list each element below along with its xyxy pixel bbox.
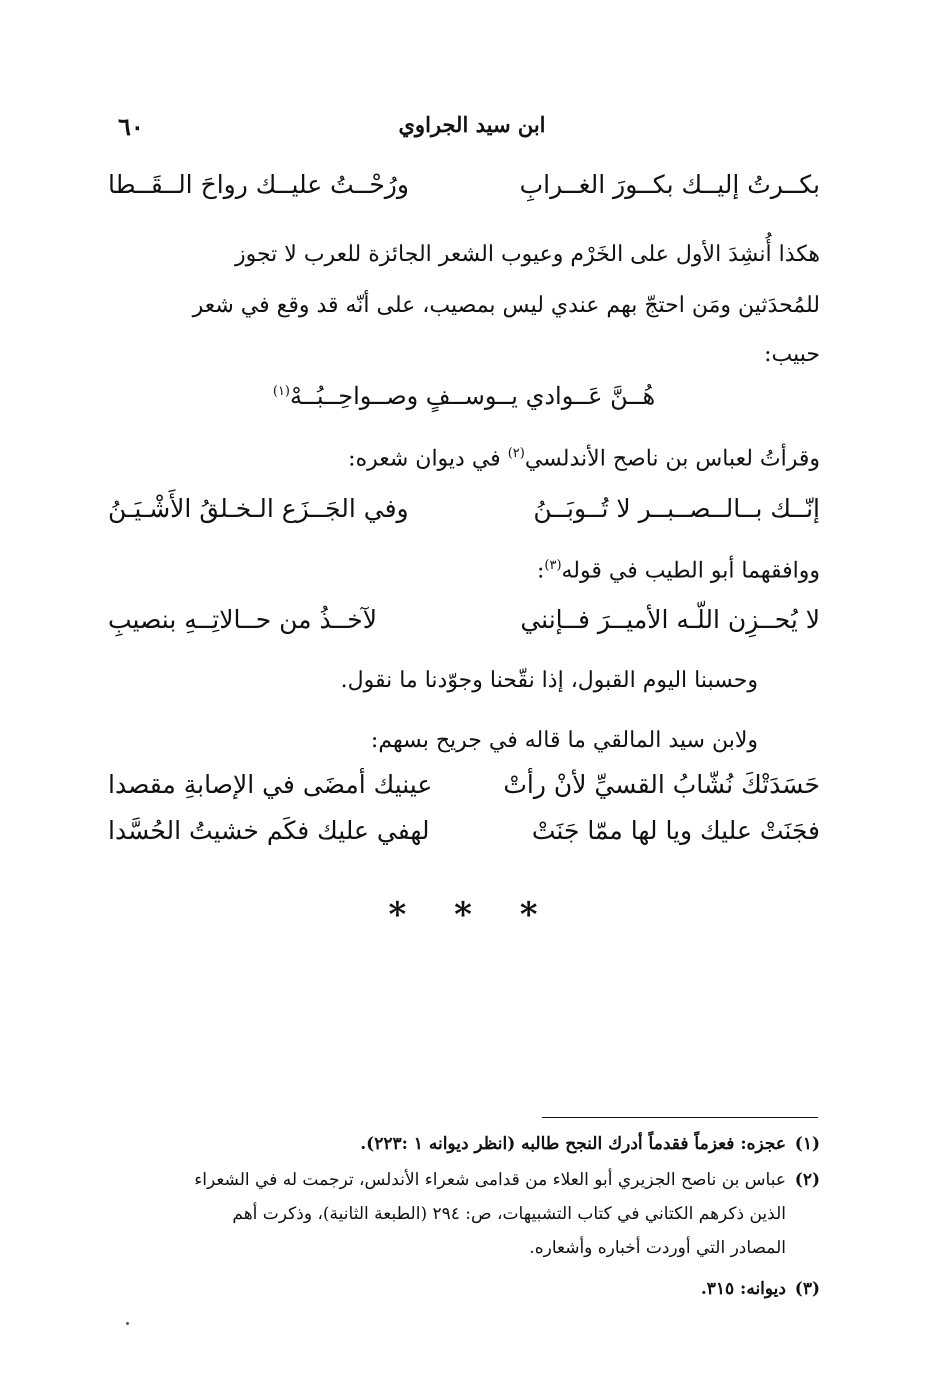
verse-1-hemistich-1: بكــرتُ إليــك بكــورَ الغــرابِ [519,170,820,199]
paragraph-3-text: ووافقهما أبو الطيب في قوله [561,558,820,584]
footnote-rule [542,1117,818,1118]
verse-4-hemistich-2: عينيك أمضَى في الإصابةِ مقصدا [108,770,433,799]
paragraph-2-text: وقرأتُ لعباس بن ناصح الأندلسي [524,446,820,472]
paragraph-1-line-3: حبيب: [764,342,820,367]
paragraph-2 [108,446,820,471]
verse-1 [108,170,820,220]
verse-2-hemistich-1: إنّــك بــالــصــبــر لا تُــوبَــنُ [533,494,820,523]
paragraph-5: ولابن سيد المالقي ما قاله في جريح بسهم: [370,728,758,753]
footnote-2 [108,1163,820,1265]
paragraph-3 [108,558,820,583]
verse-5-hemistich-2: لهفي عليك فكَم خشيتُ الحُسَّدا [108,816,430,845]
section-ornament: * * * [388,895,556,935]
verse-5 [108,816,820,866]
footnote-3 [108,1272,820,1306]
paragraph-2-tail: في ديوان شعره: [348,446,508,472]
verse-2 [108,494,820,544]
footnote-1-number: (١) [794,1134,820,1154]
verse-3 [108,605,820,655]
verse-4 [108,770,820,820]
verse-4-hemistich-1: حَسَدَتْكَ نُشّابُ القسيِّ لأنْ رأتْ [503,770,820,799]
paragraph-4: وحسبنا اليوم القبول، إذا نقّحنا وجوّدنا ما نقول. [340,668,758,693]
footnote-ref-2: (٢) [507,446,525,461]
running-header-title: ابن سيد الجراوي [398,112,546,137]
footnote-2-line-1: عباس بن ناصح الجزيري أبو العلاء من قدامى شعراء الأندلس، ترجمت له في الشعراء [194,1170,786,1190]
paragraph-3-tail: : [536,558,545,584]
verse-2-hemistich-2: وفي الجَــزَع الـخـلقُ الأَشْـيَـنُ [108,494,409,523]
footnote-1 [108,1127,820,1161]
verse-1-hemistich-2: ورُحْــتُ عليــك رواحَ الــقَــطا [108,170,409,199]
footnote-ref-3: (٣) [544,558,562,573]
footnote-3-text: ديوانه: ٣١٥. [700,1279,786,1299]
footnote-2-line-3: المصادر التي أوردت أخباره وأشعاره. [529,1238,786,1258]
print-speck [126,1322,129,1325]
paragraph-1-line-2: للمُحدَثين ومَن احتجّ بهم عندي ليس بمصيب، على أنّه قد وقع في شعر [192,293,820,318]
paragraph-1-line-1: هكذا أُنشِدَ الأول على الخَرْم وعيوب الشعر الجائزة للعرب لا تجوز [234,242,820,267]
footnote-2-number: (٢) [794,1170,820,1190]
page-number: ٦٠ [118,112,144,141]
footnote-2-line-2: الذين ذكرهم الكتاني في كتاب التشبيهات، ص: ٢٩٤ (الطبعة الثانية)، وذكرت أهم [232,1204,786,1224]
verse-3-hemistich-2: لآخــذُ من حــالاتِــهِ بنصيبِ [108,605,378,634]
verse-5-hemistich-1: فجَنَتْ عليك ويا لها ممّا جَنَتْ [531,816,820,845]
footnote-3-number: (٣) [794,1279,820,1299]
footnote-1-text: عجزه: فعزماً فقدماً أدرك النجح طالبه (انظر ديوانه ١ :٢٢٣). [360,1134,786,1154]
footnote-ref-1: (١) [272,384,290,399]
verse-3-hemistich-1: لا يُحــزِن اللّـه الأميــرَ فــإنني [520,605,820,634]
half-verse [108,382,820,410]
half-verse-text: هُــنَّ عَــوادي يــوســفٍ وصــواحِــبُــهْ [290,382,656,410]
